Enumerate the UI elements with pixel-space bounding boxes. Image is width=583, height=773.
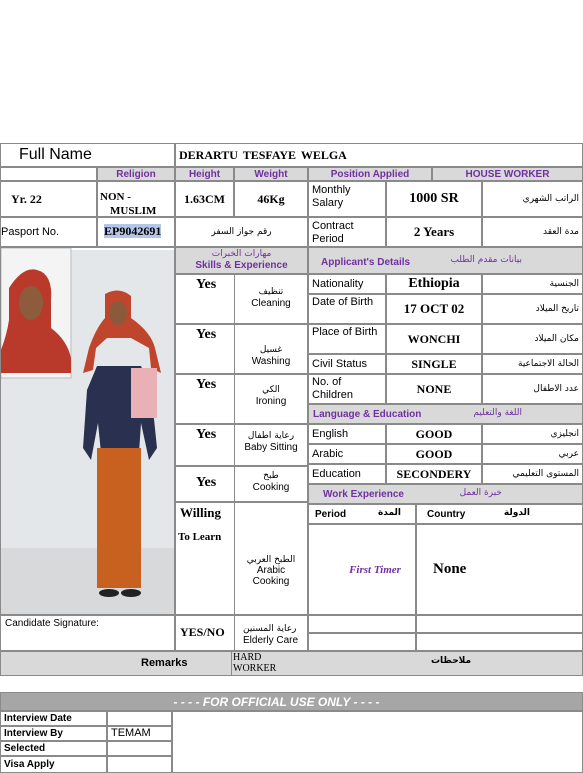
skill-answer: Yes (196, 377, 217, 392)
skill-en: Cleaning (251, 298, 291, 309)
elderly-answer: YES/NO (180, 625, 225, 639)
language-header (308, 404, 583, 424)
remarks-label: Remarks (141, 657, 188, 669)
skill-en: Ironing (255, 396, 287, 407)
applicant-header-ar: بيانات مقدم الطلب (450, 255, 522, 265)
skill-row-arabic-cooking (175, 502, 308, 615)
english-value: GOOD (386, 424, 482, 444)
skill-answer: Yes (196, 475, 217, 490)
passport-label: Pasport No. (1, 225, 60, 238)
first-timer: First Timer (349, 563, 401, 576)
applicant-header-en: Applicant's Details (321, 257, 411, 268)
work-blank-4 (416, 633, 583, 651)
religion-value-1: NON - (100, 191, 131, 203)
selected-value[interactable] (107, 741, 172, 756)
photo-area (0, 247, 175, 615)
religion-value-cell (97, 181, 175, 217)
full-name-value-cell (175, 143, 583, 167)
skill-en: Cooking (252, 482, 290, 493)
work-header (308, 484, 583, 504)
skill-row-ironing (175, 374, 308, 424)
salary-value-cell (386, 181, 482, 217)
skill-row-cleaning (175, 274, 308, 324)
skill-answer: Yes (196, 427, 217, 442)
signature-cell (0, 615, 175, 651)
skills-header-ar: مهارات الخبرات (211, 249, 272, 259)
weight-header: Weight (234, 167, 308, 181)
pob-ar: مكان الميلاد (482, 324, 583, 354)
english-ar: انجليزي (482, 424, 583, 444)
period-ar: المدة (377, 508, 401, 518)
official-notes (172, 711, 583, 773)
contract-ar: مدة العقد (543, 227, 579, 237)
language-header-en: Language & Education (313, 409, 422, 420)
skill-row-baby-sitting (175, 424, 308, 466)
education-label: Education (308, 464, 386, 484)
skill-row-elderly-care (175, 615, 308, 651)
full-name-label-cell (0, 143, 175, 167)
selected-label: Selected (0, 741, 107, 756)
position-header: Position Applied (308, 167, 432, 181)
skills-header (175, 247, 308, 274)
age-cell (0, 181, 97, 217)
country-header (416, 504, 583, 524)
children-label: No. of Children (308, 374, 386, 404)
dob-value: 17 OCT 02 (386, 294, 482, 324)
contract-label-cell (308, 217, 386, 247)
dob-ar: تاريخ الميلاد (482, 294, 583, 324)
willing-label-2: To Learn (178, 531, 222, 543)
arabic-value: GOOD (386, 444, 482, 464)
remarks-value-2: WORKER (233, 663, 277, 674)
arabic-label: Arabic (308, 444, 386, 464)
english-label: English (308, 424, 386, 444)
nationality-ar: الجنسية (482, 274, 583, 294)
skill-en: Washing (251, 356, 291, 367)
education-value: SECONDERY (386, 464, 482, 484)
height-header: Height (175, 167, 234, 181)
contract-label: Contract Period (312, 220, 354, 245)
children-ar: عدد الاطفال (482, 374, 583, 404)
visa-apply-label: Visa Apply (0, 756, 107, 773)
civil-status-value: SINGLE (386, 354, 482, 374)
applicant-header (308, 247, 583, 274)
none-cell (416, 524, 583, 615)
passport-ar-cell (175, 217, 308, 247)
work-blank-2 (416, 615, 583, 633)
skill-ar: غسيل (259, 345, 283, 355)
dob-label: Date of Birth (308, 294, 386, 324)
salary-value: 1000 SR (409, 191, 459, 206)
contract-value: 2 Years (413, 224, 455, 239)
work-header-en: Work Experience (323, 489, 404, 500)
period-header (308, 504, 416, 524)
remarks-value-1: HARD (233, 652, 262, 663)
pob-value: WONCHI (386, 324, 482, 354)
interview-date-label: Interview Date (0, 711, 107, 726)
willing-label-1: Willing (180, 505, 221, 520)
salary-label: Monthly Salary (312, 184, 351, 209)
signature-label: Candidate Signature: (5, 618, 99, 629)
arabic-ar: عربي (482, 444, 583, 464)
remarks-ar: ملاحظات (431, 656, 472, 666)
full-name-value: DERARTU TESFAYE WELGA (179, 147, 347, 162)
weight-value-cell (234, 181, 308, 217)
first-timer-cell (308, 524, 416, 615)
age-value: Yr. 22 (11, 191, 42, 206)
interview-date-value[interactable] (107, 711, 172, 726)
passport-ar: رقم جواز السفر (211, 227, 272, 237)
interview-by-value[interactable]: TEMAM (107, 726, 172, 741)
civil-status-ar: الحالة الاجتماعية (482, 354, 583, 374)
nationality-value: Ethiopia (386, 274, 482, 294)
education-ar: المستوى التعليمي (482, 464, 583, 484)
nationality-label: Nationality (308, 274, 386, 294)
language-header-ar: اللغة والتعليم (473, 408, 522, 418)
salary-ar: الراتب الشهري (522, 194, 579, 204)
official-banner (0, 692, 583, 711)
skill-answer: Yes (196, 327, 217, 342)
contract-ar-cell (482, 217, 583, 247)
none-value: None (433, 561, 467, 577)
height-value-cell (175, 181, 234, 217)
arabic-cooking-ar: الطبخ العربي (246, 555, 296, 565)
arabic-cooking-en-1: Arabic (256, 565, 286, 576)
skill-row-cooking (175, 466, 308, 502)
work-blank-3 (308, 633, 416, 651)
passport-label-cell (0, 217, 97, 247)
official-banner-text: - - - - FOR OFFICIAL USE ONLY - - - - (173, 694, 380, 709)
salary-label-cell (308, 181, 386, 217)
work-header-ar: خبرة العمل (459, 488, 502, 498)
salary-ar-cell (482, 181, 583, 217)
height-value: 1.63CM (184, 191, 225, 206)
country-label: Country (427, 509, 466, 520)
pob-label: Place of Birth (308, 324, 386, 354)
period-label: Period (315, 509, 347, 520)
skill-en: Baby Sitting (244, 442, 298, 453)
skills-header-en: Skills & Experience (195, 260, 288, 271)
skill-ar: رعاية اطفال (247, 431, 295, 441)
full-name-label: Full Name (19, 146, 92, 163)
skill-answer: Yes (196, 277, 217, 292)
position-value: HOUSE WORKER (432, 167, 583, 181)
civil-status-label: Civil Status (308, 354, 386, 374)
skill-row-washing (175, 324, 308, 374)
children-value: NONE (386, 374, 482, 404)
work-blank-1 (308, 615, 416, 633)
religion-value-2: MUSLIM (110, 205, 157, 217)
applicant-photos (1, 248, 174, 614)
skill-ar: الكي (262, 385, 280, 395)
remarks-row (0, 651, 583, 676)
arabic-cooking-en-2: Cooking (252, 576, 290, 587)
skill-ar: تنظيف (258, 287, 284, 297)
passport-value-cell (97, 217, 175, 247)
religion-header: Religion (97, 167, 175, 181)
visa-apply-value[interactable] (107, 756, 172, 773)
elderly-en: Elderly Care (243, 635, 299, 646)
interview-by-label: Interview By (0, 726, 107, 741)
blank-cell (0, 167, 97, 181)
elderly-ar: رعاية المسنين (243, 624, 297, 634)
skill-ar: طبخ (263, 471, 279, 481)
weight-value: 46Kg (257, 191, 285, 206)
contract-value-cell (386, 217, 482, 247)
country-ar: الدولة (503, 508, 530, 518)
passport-value: EP9042691 (104, 224, 162, 238)
